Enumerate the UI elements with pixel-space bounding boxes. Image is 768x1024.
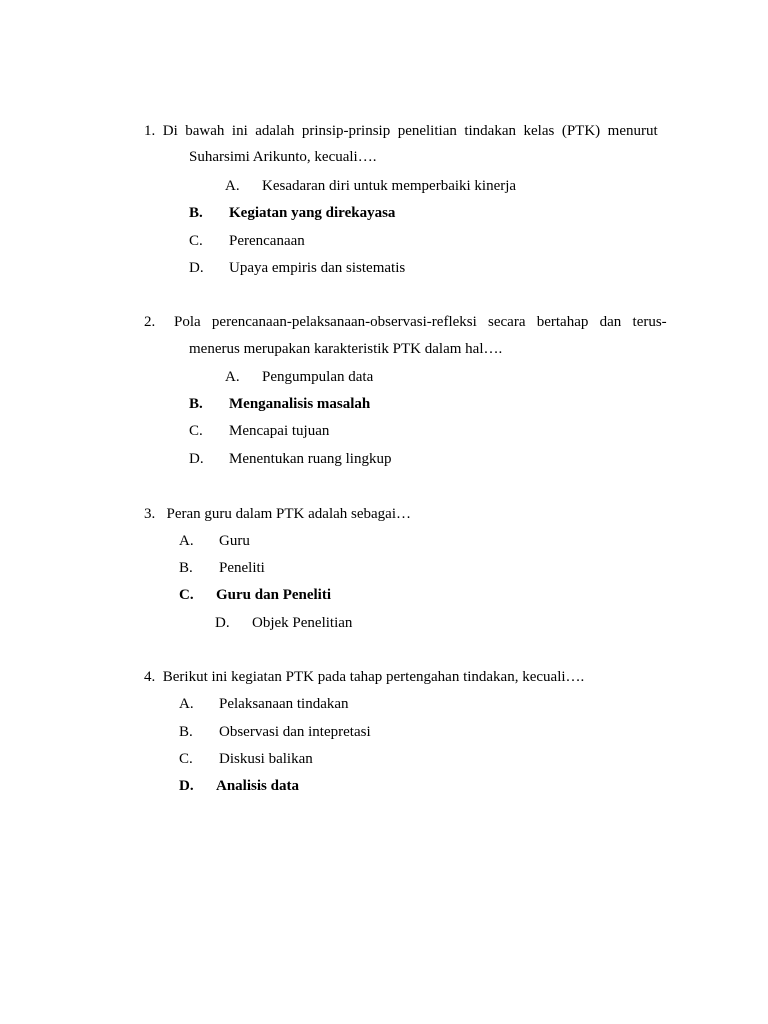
option-text: Observasi dan intepretasi <box>219 724 371 740</box>
option-text: Menganalisis masalah <box>229 396 371 412</box>
option-letter: B. <box>179 724 193 740</box>
option-letter: C. <box>179 587 194 603</box>
question-1-text-line-1: 1. Di bawah ini adalah prinsip-prinsip penelitian tindakan kelas (PTK) menurut <box>144 123 658 139</box>
question-3-text: 3. Peran guru dalam PTK adalah sebagai… <box>144 506 412 522</box>
option-letter: A. <box>225 178 240 194</box>
option-letter: B. <box>189 396 203 412</box>
option-text: Guru <box>219 533 250 549</box>
option-letter: D. <box>189 260 204 276</box>
option-text: Objek Penelitian <box>252 615 353 631</box>
option-letter: B. <box>179 560 193 576</box>
option-letter: A. <box>225 369 240 385</box>
question-1-text-line-2: Suharsimi Arikunto, kecuali…. <box>189 149 377 165</box>
option-letter: D. <box>179 778 194 794</box>
option-text: Kesadaran diri untuk memperbaiki kinerja <box>262 178 517 194</box>
question-2-text-line-2: menerus merupakan karakteristik PTK dalam hal…. <box>189 341 503 357</box>
option-text: Pelaksanaan tindakan <box>219 696 349 712</box>
option-letter: B. <box>189 205 203 221</box>
option-text: Diskusi balikan <box>219 751 313 767</box>
option-text: Mencapai tujuan <box>229 423 330 439</box>
option-text: Pengumpulan data <box>262 369 374 385</box>
option-letter: C. <box>189 423 203 439</box>
option-letter: D. <box>215 615 230 631</box>
option-text: Perencanaan <box>229 233 305 249</box>
option-letter: C. <box>189 233 203 249</box>
option-letter: C. <box>179 751 193 767</box>
option-text: Peneliti <box>219 560 265 576</box>
option-letter: D. <box>189 451 204 467</box>
option-text: Guru dan Peneliti <box>216 587 332 603</box>
option-text: Upaya empiris dan sistematis <box>229 260 406 276</box>
question-4-text: 4. Berikut ini kegiatan PTK pada tahap pertengahan tindakan, kecuali…. <box>144 669 585 685</box>
option-letter: A. <box>179 696 194 712</box>
option-text: Menentukan ruang lingkup <box>229 451 392 467</box>
option-text: Kegiatan yang direkayasa <box>229 205 396 221</box>
option-letter: A. <box>179 533 194 549</box>
question-2-text-line-1: 2. Pola perencanaan-pelaksanaan-observasi-refleksi secara bertahap dan terus- <box>144 314 667 330</box>
option-text: Analisis data <box>216 778 299 794</box>
